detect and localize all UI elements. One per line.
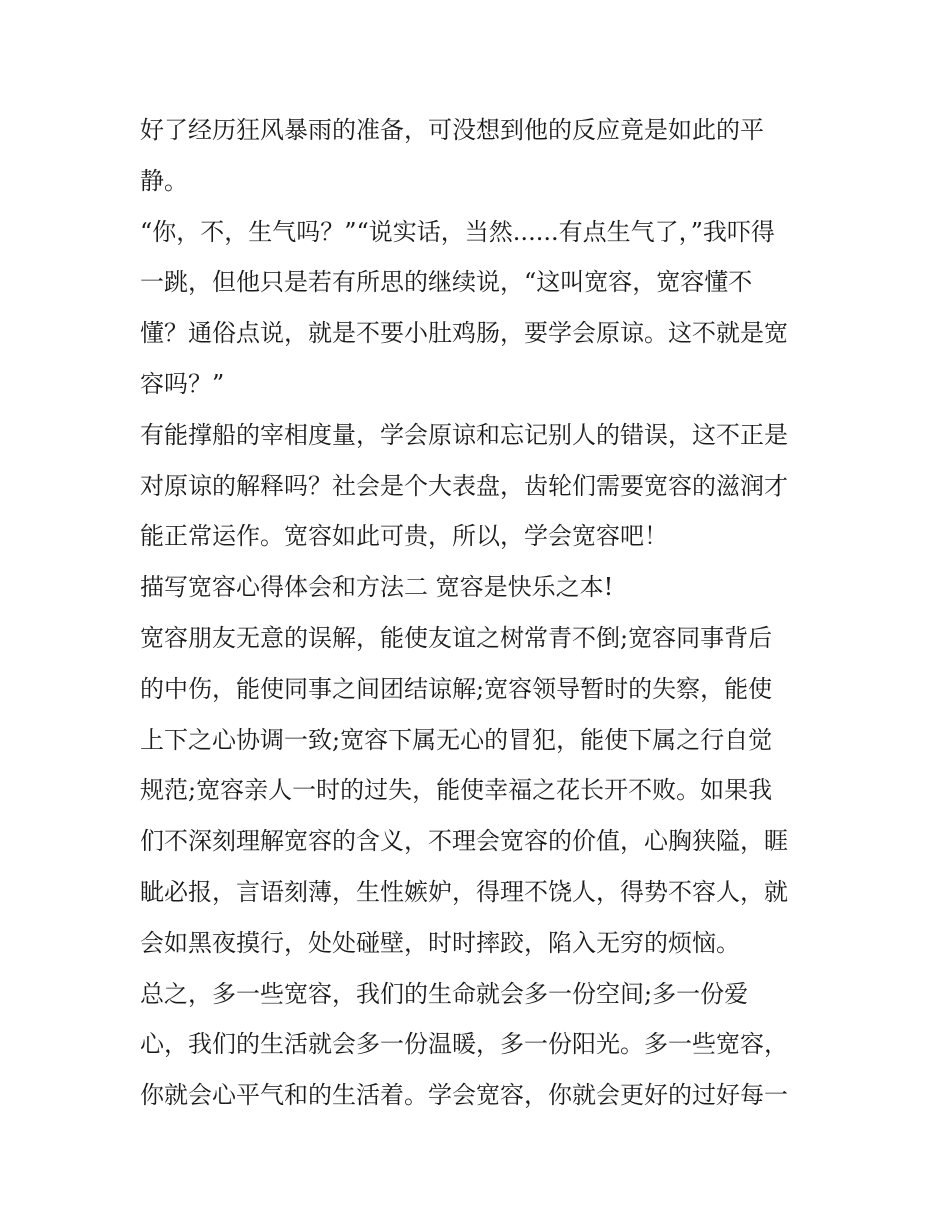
text-line: “你，不，生气吗？”“说实话，当然......有点生气了，”我吓得 xyxy=(140,217,775,246)
text-line: 一跳，但他只是若有所思的继续说，“这叫宽容，宽容懂不 xyxy=(140,268,753,297)
text-line: 容吗？” xyxy=(140,369,225,398)
text-line: 规范;宽容亲人一时的过失，能使幸福之花长开不败。如果我 xyxy=(140,776,773,805)
text-line: 心，我们的生活就会多一份温暖，多一份阳光。多一些宽容， xyxy=(140,1030,788,1059)
text-line: 懂？通俗点说，就是不要小肚鸡肠，要学会原谅。这不就是宽 xyxy=(140,319,788,348)
text-line: 的中伤，能使同事之间团结谅解;宽容领导暂时的失察，能使 xyxy=(140,674,773,703)
text-line: 眦必报，言语刻薄，生性嫉妒，得理不饶人，得势不容人，就 xyxy=(140,877,788,906)
document-body xyxy=(140,105,820,1121)
text-line: 总之，多一些宽容，我们的生命就会多一份空间;多一份爱 xyxy=(140,979,749,1008)
text-line: 好了经历狂风暴雨的准备，可没想到他的反应竟是如此的平 xyxy=(140,116,764,144)
text-line: 对原谅的解释吗？社会是个大表盘，齿轮们需要宽容的滋润才 xyxy=(140,471,788,500)
text-line: 宽容朋友无意的误解，能使友谊之树常青不倒;宽容同事背后 xyxy=(140,623,773,652)
text-line: 有能撑船的宰相度量，学会原谅和忘记别人的错误，这不正是 xyxy=(140,420,788,449)
text-line: 会如黑夜摸行，处处碰壁，时时摔跤，陷入无穷的烦恼。 xyxy=(140,928,740,957)
text-line: 能正常运作。宽容如此可贵，所以，学会宽容吧！ xyxy=(140,522,668,551)
text-line: 上下之心协调一致;宽容下属无心的冒犯，能使下属之行自觉 xyxy=(140,725,773,754)
text-line: 你就会心平气和的生活着。学会宽容，你就会更好的过好每一 xyxy=(140,1081,788,1110)
text-line: 静。 xyxy=(140,166,188,195)
section-heading: 描写宽容心得体会和方法二 宽容是快乐之本! xyxy=(140,573,614,602)
text-line: 们不深刻理解宽容的含义，不理会宽容的价值，心胸狭隘，睚 xyxy=(140,827,788,856)
